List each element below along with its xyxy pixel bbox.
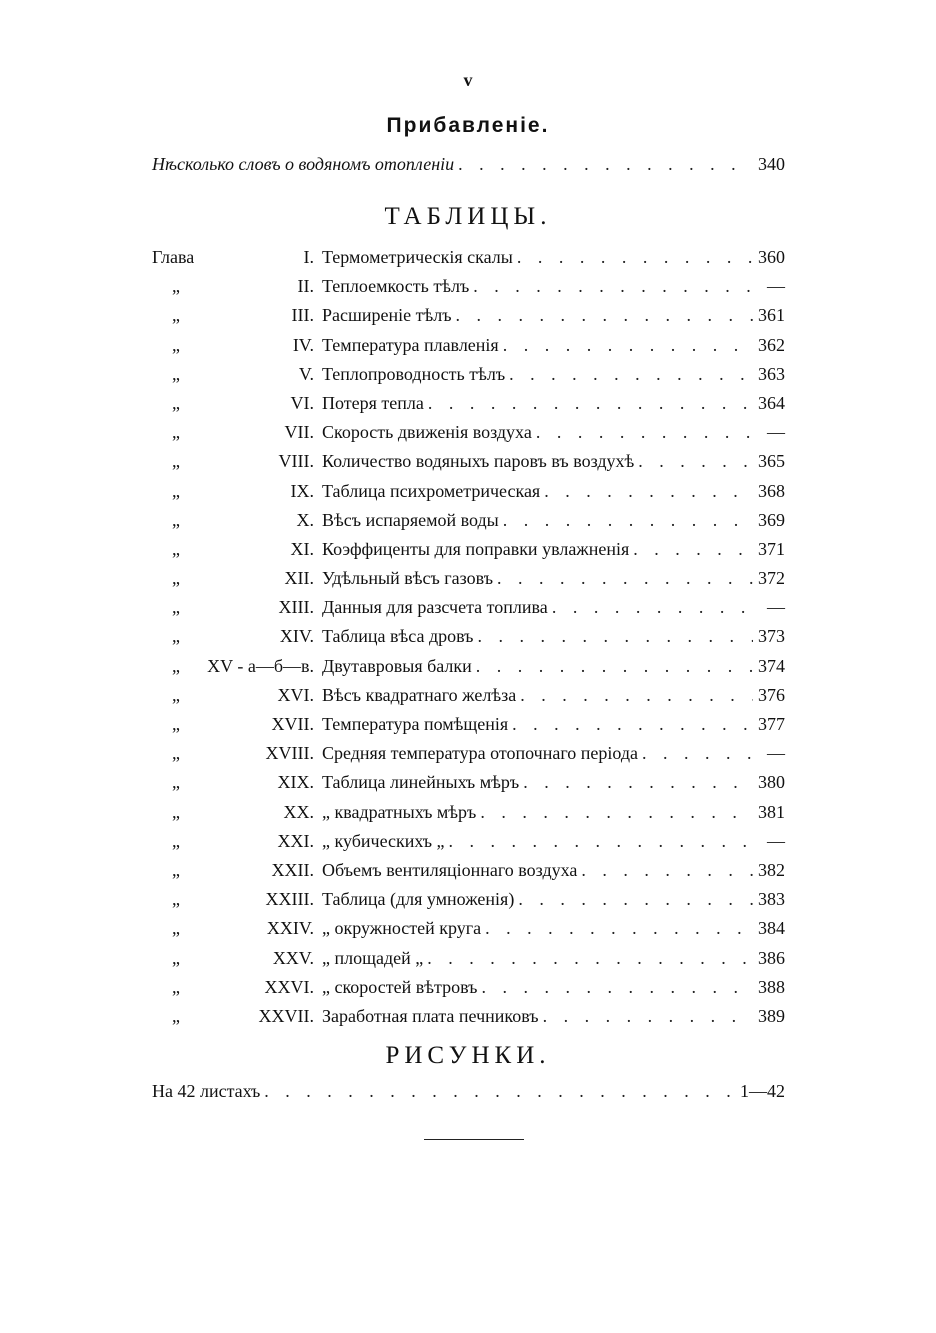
appendix-entry xyxy=(152,154,785,182)
table-row xyxy=(152,451,785,480)
table-number: XVIII. xyxy=(265,743,314,764)
ditto-mark: „ xyxy=(172,422,180,443)
leader-dots xyxy=(536,422,753,443)
table-title: Вѣсъ квадратнаго желѣза xyxy=(322,684,517,705)
ditto-mark: „ xyxy=(172,655,180,676)
table-page: 373 xyxy=(758,626,785,647)
table-row xyxy=(152,743,785,772)
ditto-mark: „ xyxy=(172,334,180,355)
table-number: VII. xyxy=(284,422,314,443)
table-title: Расширеніе тѣлъ xyxy=(322,305,452,326)
table-page: 386 xyxy=(758,947,785,968)
table-row xyxy=(152,626,785,655)
table-row xyxy=(152,568,785,597)
leader-dots xyxy=(633,539,753,560)
table-title: Двутавровыя балки xyxy=(322,655,472,676)
leader-dots xyxy=(552,597,753,618)
leader-dots xyxy=(503,335,753,356)
table-number: II. xyxy=(297,276,314,297)
table-number: XV - а—б—в. xyxy=(207,655,314,676)
table-number: V. xyxy=(298,363,314,384)
table-row xyxy=(152,510,785,539)
table-title: Заработная плата печниковъ xyxy=(322,1005,539,1026)
table-number: XXI. xyxy=(277,830,314,851)
table-row xyxy=(152,481,785,510)
page-number: v xyxy=(463,70,473,90)
ditto-mark: „ xyxy=(172,305,180,326)
table-row xyxy=(152,276,785,305)
table-title: Данныя для разсчета топлива xyxy=(322,597,548,618)
table-title: „ квадратныхъ мѣръ xyxy=(322,801,477,822)
ditto-mark: „ xyxy=(172,918,180,939)
appendix-entry-page: 340 xyxy=(758,154,785,174)
ditto-mark: „ xyxy=(172,976,180,997)
table-row xyxy=(152,802,785,831)
ditto-mark: „ xyxy=(172,568,180,589)
table-page: 377 xyxy=(758,714,785,734)
table-row xyxy=(152,977,785,1006)
table-title: Вѣсъ испаряемой воды xyxy=(322,509,499,530)
table-number: XXVI. xyxy=(264,976,314,997)
figures-entry-page: 1—42 xyxy=(740,1081,785,1101)
table-row xyxy=(152,305,785,334)
ditto-mark: „ xyxy=(172,451,180,472)
leader-dots xyxy=(427,948,753,969)
table-title: Температура помѣщенія xyxy=(322,714,509,734)
leader-dots xyxy=(485,918,753,939)
ditto-mark: „ xyxy=(172,276,180,297)
table-title: Таблица вѣса дровъ xyxy=(322,626,474,647)
table-row xyxy=(152,393,785,422)
tables-heading: ТАБЛИЦЫ. xyxy=(384,203,552,230)
ditto-mark: „ xyxy=(172,363,180,384)
ditto-mark: „ xyxy=(172,480,180,501)
table-number: XVII. xyxy=(271,714,314,734)
leader-dots xyxy=(642,743,753,764)
table-row xyxy=(152,918,785,947)
appendix-entry-title: Нѣсколько словъ о водяномъ отопленіи xyxy=(152,154,455,174)
table-page: — xyxy=(767,597,785,618)
table-number: XVI. xyxy=(277,684,314,705)
table-title: Температура плавленія xyxy=(322,334,499,355)
table-number: IV. xyxy=(292,334,314,355)
table-row xyxy=(152,860,785,889)
ditto-mark: „ xyxy=(172,947,180,968)
table-number: XI. xyxy=(290,538,314,559)
table-number: XIII. xyxy=(278,597,314,618)
table-number: VIII. xyxy=(278,451,314,472)
leader-dots xyxy=(480,802,753,823)
figures-heading: РИСУНКИ. xyxy=(385,1042,551,1069)
table-title: „ скоростей вѣтровъ xyxy=(322,976,478,997)
ditto-mark: „ xyxy=(172,859,180,880)
table-number: XIX. xyxy=(277,772,314,793)
table-page: 388 xyxy=(758,976,785,997)
appendix-title: Прибавленіе. xyxy=(386,114,550,137)
table-page: 389 xyxy=(758,1005,785,1026)
table-title: Количество водяныхъ паровъ въ воздухѣ xyxy=(322,451,635,472)
table-page: 368 xyxy=(758,480,785,501)
table-page: 384 xyxy=(758,918,785,939)
table-page: 363 xyxy=(758,363,785,384)
table-number: XXIII. xyxy=(265,889,314,910)
ditto-mark: „ xyxy=(172,830,180,851)
table-number: XX. xyxy=(283,801,314,822)
table-title: Теплоемкость тѣлъ xyxy=(322,276,470,297)
table-page: — xyxy=(767,830,785,851)
table-row xyxy=(152,772,785,801)
table-page: 383 xyxy=(758,889,785,910)
table-title: Потеря тепла xyxy=(322,392,424,413)
table-page: 380 xyxy=(758,772,785,793)
table-title: „ окружностей круга xyxy=(322,918,482,939)
leader-dots xyxy=(264,1081,736,1102)
ditto-mark: „ xyxy=(172,392,180,413)
leader-dots xyxy=(497,568,753,589)
table-page: 381 xyxy=(758,801,785,822)
table-page: 361 xyxy=(758,305,785,326)
leader-dots xyxy=(428,393,753,414)
table-page: — xyxy=(767,422,785,443)
table-row xyxy=(152,1006,785,1035)
table-row xyxy=(152,714,785,743)
leader-dots xyxy=(477,626,753,647)
leader-dots xyxy=(449,831,753,852)
table-row xyxy=(152,247,785,276)
table-page: 360 xyxy=(758,247,785,267)
ditto-mark: „ xyxy=(172,772,180,793)
table-title: Таблица психрометрическая xyxy=(322,480,541,501)
table-row xyxy=(152,539,785,568)
table-title: „ кубическихъ „ xyxy=(322,830,445,851)
table-row xyxy=(152,597,785,626)
ditto-mark: „ xyxy=(172,1005,180,1026)
table-number: XXIV. xyxy=(266,918,314,939)
leader-dots xyxy=(523,772,753,793)
table-page: 374 xyxy=(758,655,785,676)
table-row xyxy=(152,685,785,714)
table-title: Скорость движенія воздуха xyxy=(322,422,532,443)
leader-dots xyxy=(512,714,753,735)
table-number: XXII. xyxy=(271,859,314,880)
leader-dots xyxy=(458,154,753,175)
table-row xyxy=(152,889,785,918)
table-page: — xyxy=(767,276,785,297)
table-title: Средняя температура отопочнаго періода xyxy=(322,743,639,764)
ditto-mark: „ xyxy=(172,538,180,559)
ditto-mark: „ xyxy=(172,801,180,822)
table-number: XXV. xyxy=(272,947,314,968)
end-rule xyxy=(424,1139,524,1140)
table-title: Таблица (для умноженія) xyxy=(322,889,515,910)
ditto-mark: „ xyxy=(172,509,180,530)
table-page: 372 xyxy=(758,568,785,589)
leader-dots xyxy=(638,451,753,472)
ditto-mark: „ xyxy=(172,597,180,618)
leader-dots xyxy=(518,889,753,910)
table-title: Теплопроводность тѣлъ xyxy=(322,363,506,384)
ditto-mark: „ xyxy=(172,626,180,647)
table-title: Объемъ вентиляціоннаго воздуха xyxy=(322,859,578,880)
leader-dots xyxy=(481,977,753,998)
leader-dots xyxy=(581,860,753,881)
table-row xyxy=(152,364,785,393)
table-page: 371 xyxy=(758,538,785,559)
table-page: 382 xyxy=(758,859,785,880)
table-title: Термометрическія скалы xyxy=(322,247,513,267)
table-page: 365 xyxy=(758,451,785,472)
table-number: XII. xyxy=(284,568,314,589)
leader-dots xyxy=(456,305,753,326)
leader-dots xyxy=(509,364,753,385)
ditto-mark: „ xyxy=(172,684,180,705)
leader-dots xyxy=(517,247,753,268)
table-page: — xyxy=(767,743,785,764)
table-title: Таблица линейныхъ мѣръ xyxy=(322,772,520,793)
table-row xyxy=(152,831,785,860)
leader-dots xyxy=(543,1006,753,1027)
table-page: 364 xyxy=(758,392,785,413)
leader-dots xyxy=(520,685,753,706)
leader-dots xyxy=(476,656,753,677)
table-page: 369 xyxy=(758,509,785,530)
table-row xyxy=(152,656,785,685)
figures-entry xyxy=(152,1081,785,1109)
table-number: IX. xyxy=(290,480,314,501)
table-row xyxy=(152,422,785,451)
chapter-label: Глава xyxy=(152,247,195,267)
table-title: „ площадей „ xyxy=(322,947,424,968)
table-number: I. xyxy=(303,247,314,267)
ditto-mark: „ xyxy=(172,889,180,910)
leader-dots xyxy=(503,510,753,531)
table-row xyxy=(152,335,785,364)
leader-dots xyxy=(473,276,753,297)
table-number: XXVII. xyxy=(258,1005,314,1026)
ditto-mark: „ xyxy=(172,743,180,764)
ditto-mark: „ xyxy=(172,714,180,734)
leader-dots xyxy=(544,481,753,502)
table-number: III. xyxy=(291,305,314,326)
tables-list xyxy=(152,247,785,1035)
table-title: Удѣльный вѣсъ газовъ xyxy=(322,568,494,589)
figures-entry-title: На 42 листахъ xyxy=(152,1081,261,1101)
table-number: XIV. xyxy=(279,626,314,647)
table-page: 362 xyxy=(758,334,785,355)
table-row xyxy=(152,948,785,977)
table-number: VI. xyxy=(290,392,314,413)
table-title: Коэффиценты для поправки увлажненія xyxy=(322,538,630,559)
table-page: 376 xyxy=(758,684,785,705)
table-number: X. xyxy=(296,509,314,530)
